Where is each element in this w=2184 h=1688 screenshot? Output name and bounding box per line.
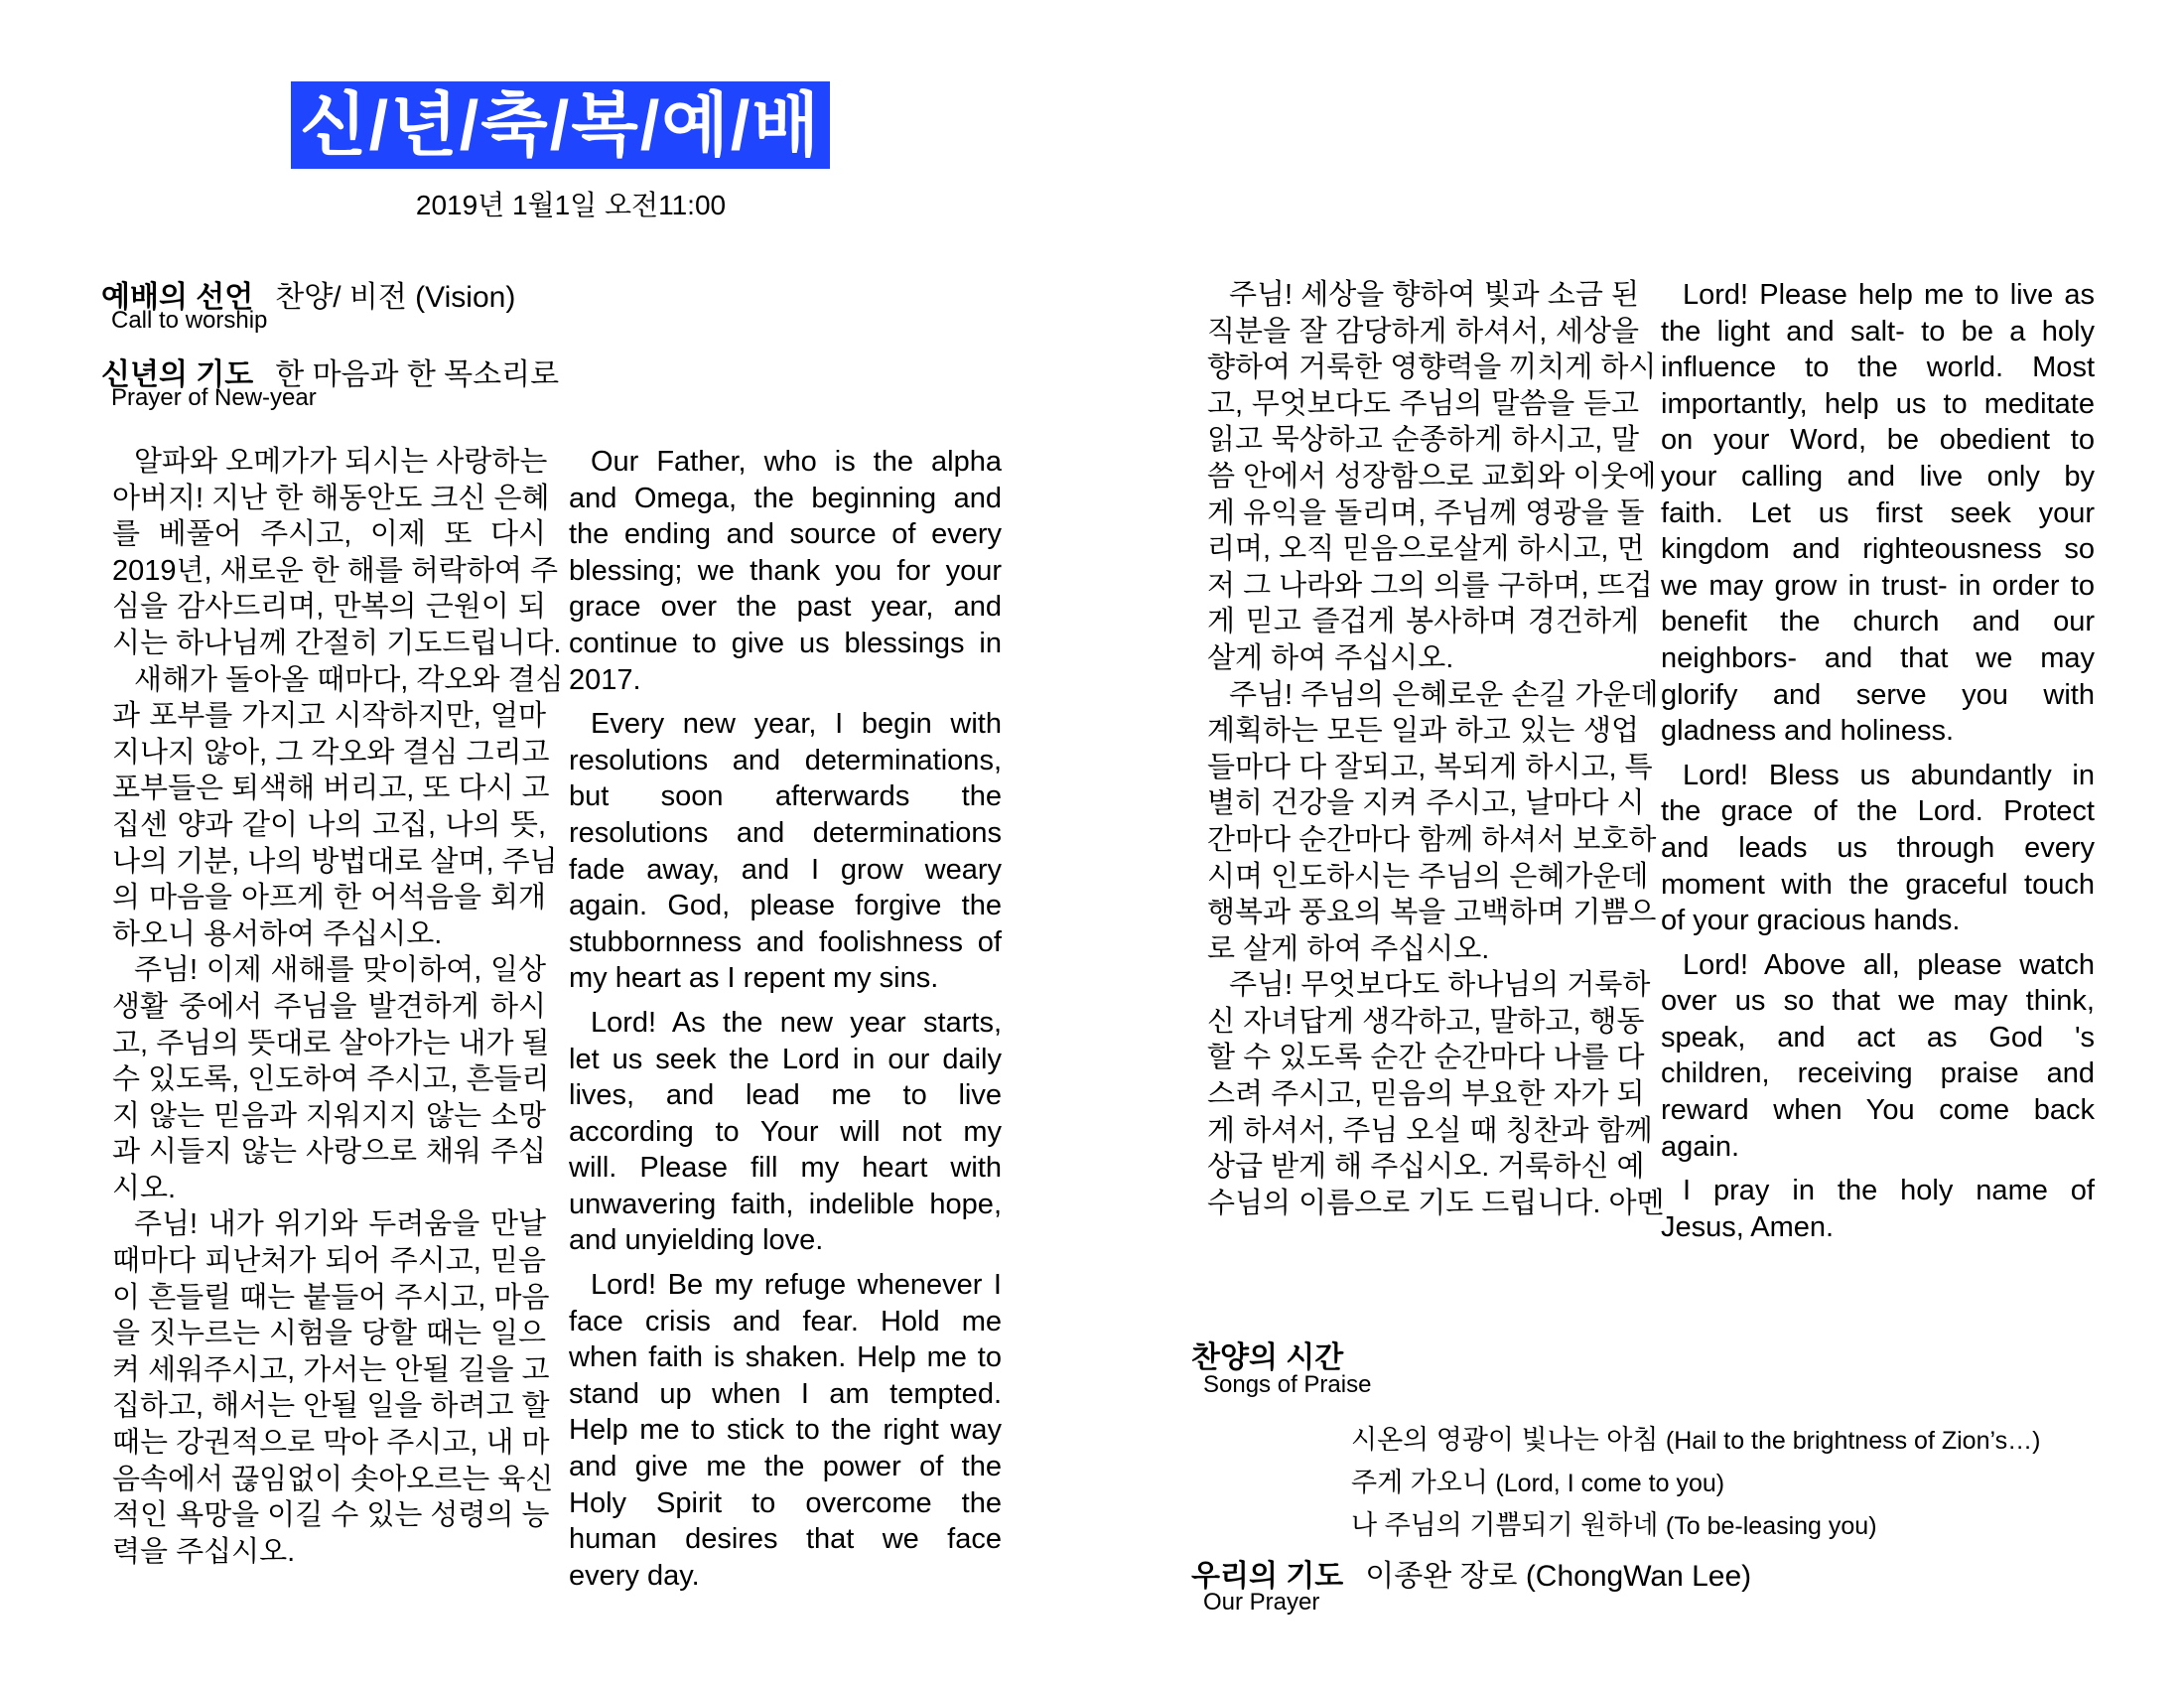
text-line: again. [1661,1130,1740,1163]
text-line: 음속에서 끊임없이 솟아오르는 육신 [112,1463,554,1495]
text-line: moment with the graceful touch [1661,868,2095,901]
prayer-paragraph [569,706,1002,997]
text-line: 알파와 오메가가 되시는 사랑하는 [134,446,548,478]
text-line: 2017. [569,663,641,696]
text-line: 별히 건강을 지켜 주시고, 날마다 시 [1207,787,1645,820]
song-item [1351,1461,1724,1499]
text-line: 시며 인도하시는 주님의 은혜가운데 [1207,860,1649,893]
text-line: importantly, help us to meditate [1661,387,2095,420]
song-item [1351,1503,1877,1542]
prayer-paragraph [569,444,1002,698]
praise-heading: 찬양의 시간 [1191,1341,1344,1374]
text-line: resolutions and determinations, [569,744,1002,776]
text-line: 과 포부를 가지고 시작하지만, 얼마 [112,700,546,733]
text-line: 집센 양과 같이 나의 고집, 나의 뜻, [112,808,546,841]
text-line: unwavering faith, indelible hope, [569,1188,1002,1220]
korean-prayer-column-1 [112,444,564,1570]
text-line: and Omega, the beginning and [569,482,1002,514]
text-line: 력을 주십시오. [112,1535,296,1568]
text-line: 행복과 풍요의 복을 고백하며 기쁨으 [1207,897,1657,929]
song-title-ko: 나 주님의 기쁨되기 원하네 [1351,1510,1659,1540]
text-line: 계획하는 모든 일과 하고 있는 생업 [1207,715,1639,748]
text-line: Jesus, Amen. [1661,1210,1835,1243]
text-line: and leads us through every [1661,831,2095,864]
text-line: 게 믿고 즐겁게 봉사하며 경건하게 [1207,606,1639,638]
prayer-paragraph [112,1206,554,1570]
text-line: 신 자녀답게 생각하고, 말하고, 행동 [1207,1005,1645,1038]
page-title: 신/년/축/복/예/배 [291,81,830,169]
text-line: Our Father, who is the alpha [591,446,1002,478]
prayer-english: Prayer of New-year [111,384,317,411]
call-subtitle: 찬양/ 비전 (Vision) [275,281,516,314]
prayer-paragraph [112,952,550,1206]
text-line: 상급 받게 해 주십시오. 거룩하신 예 [1207,1151,1645,1184]
text-line: 향하여 거룩한 영향력을 끼치게 하시 [1207,352,1657,384]
text-line: the light and salt- to be a holy [1661,315,2095,348]
text-line: 시오. [112,1172,177,1204]
text-line: gladness and holiness. [1661,715,1955,748]
text-line: I pray in the holy name of [1683,1175,2095,1207]
text-line: your calling and live only by [1661,460,2095,492]
text-line: Lord! Please help me to live as [1683,279,2095,311]
text-line: continue to give us blessings in [569,627,1002,659]
text-line: 읽고 묵상하고 순종하게 하시고, 말 [1207,424,1639,457]
text-line: 게 하셔서, 주님 오실 때 칭찬과 함께 [1207,1114,1653,1147]
our-prayer-title: 우리의 기도 [1191,1560,1344,1593]
text-line: and give me the power of the [569,1451,1002,1483]
text-line: 간마다 순간마다 함께 하셔서 보호하 [1207,823,1657,856]
text-line: 고, 무엇보다도 주님의 말씀을 듣고 [1207,387,1639,420]
text-line: 적인 욕망을 이길 수 있는 성령의 능 [112,1499,550,1532]
text-line: but soon afterwards the [569,780,1002,813]
text-line: 심을 감사드리며, 만복의 근원이 되 [112,591,546,624]
text-line: 지나지 않아, 그 각오와 결심 그리고 [112,736,550,769]
text-line: over us so that we may think, [1661,985,2095,1018]
text-line: 주님! 이제 새해를 맞이하여, 일상 [134,954,546,987]
text-line: 나의 기분, 나의 방법대로 살며, 주님 [112,845,558,878]
prayer-paragraph [1661,947,2095,1166]
text-line: according to Your will not my [569,1115,1002,1148]
text-line: kingdom and righteousness so [1661,533,2095,566]
song-title-ko: 시온의 영광이 빛나는 아침 [1351,1425,1659,1455]
text-line: 직분을 잘 감당하게 하셔서, 세상을 [1207,315,1639,348]
text-line: on your Word, be obedient to [1661,424,2095,457]
text-line: every day. [569,1559,700,1592]
prayer-paragraph [1661,277,2095,750]
text-line: benefit the church and our [1661,606,2095,638]
text-line: fade away, and I grow weary [569,853,1002,886]
text-line: 게 유익을 돌리며, 주님께 영광을 돌 [1207,496,1645,529]
text-line: 때마다 피난처가 되어 주시고, 믿음 [112,1245,546,1278]
text-line: when faith is shaken. Help me to [569,1341,1002,1374]
text-line: 을 짓누르는 시험을 당할 때는 일으 [112,1318,546,1350]
text-line: 씀 안에서 성장함으로 교회와 이웃에 [1207,460,1657,492]
prayer-subtitle: 한 마음과 한 목소리로 [275,358,560,391]
prayer-paragraph [112,444,562,662]
text-line: 저 그 나라와 그의 의를 구하며, 뜨겁 [1207,569,1653,602]
text-line: again. God, please forgive the [569,890,1002,922]
prayer-paragraph [569,1267,1002,1594]
english-prayer-column-2 [1661,277,2095,1253]
text-line: 고, 주님의 뜻대로 살아가는 내가 될 [112,1027,550,1059]
text-line: 로 살게 하여 주십시오. [1207,932,1490,965]
text-line: will. Please fill my heart with [569,1152,1002,1185]
prayer-paragraph [112,662,564,953]
praise-english: Songs of Praise [1203,1371,1372,1398]
song-title-en: (Hail to the brightness of Zion’s…) [1665,1427,2041,1455]
text-line: 집하고, 해서는 안될 일을 하려고 할 [112,1390,550,1423]
text-line: neighbors- and that we may [1661,641,2095,674]
text-line: stubbornness and foolishness of [569,925,1002,958]
text-line: grace over the past year, and [569,591,1002,624]
text-line: 스려 주시고, 믿음의 부요한 자가 되 [1207,1078,1645,1111]
text-line: Lord! Above all, please watch [1683,948,2095,981]
call-title: 예배의 선언 [101,281,254,314]
prayer-title: 신년의 기도 [101,358,254,391]
text-line: speak, and act as God 's [1661,1021,2095,1054]
text-line: 들마다 다 잘되고, 복되게 하시고, 특 [1207,751,1653,783]
text-line: 리며, 오직 믿음으로살게 하시고, 먼 [1207,533,1645,566]
text-line: 하오니 용서하여 주십시오. [112,917,443,950]
text-line: 수님의 이름으로 기도 드립니다. 아멘 [1207,1187,1665,1219]
text-line: 시는 하나님께 간절히 기도드립니다. [112,627,562,659]
text-line: face crisis and fear. Hold me [569,1305,1002,1337]
text-line: blessing; we thank you for your [569,554,1002,587]
text-line: 주님! 세상을 향하여 빛과 소금 된 [1229,279,1639,311]
text-line: 아버지! 지난 한 해동안도 크신 은혜 [112,482,550,514]
text-line: 주님! 내가 위기와 두려움을 만날 [134,1208,546,1241]
text-line: my heart as I repent my sins. [569,962,939,995]
prayer-paragraph [1207,967,1665,1221]
prayer-paragraph [1661,1173,2095,1245]
text-line: the ending and source of every [569,518,1002,551]
text-line: 이 흔들릴 때는 붙들어 주시고, 마음 [112,1281,550,1314]
service-date: 2019년 1월1일 오전11:00 [415,190,727,220]
text-line: 주님! 무엇보다도 하나님의 거룩하 [1229,969,1651,1002]
text-line: 살게 하여 주십시오. [1207,641,1454,674]
text-line: Help me to stick to the right way [569,1414,1002,1447]
song-title-en: (To be-leasing you) [1665,1512,1877,1540]
text-line: children, receiving praise and [1661,1057,2095,1090]
text-line: 주님! 주님의 은혜로운 손길 가운데 [1229,678,1659,711]
prayer-paragraph [1207,677,1659,968]
text-line: Every new year, I begin with [591,708,1002,741]
text-line: 과 시들지 않는 사랑으로 채워 주십 [112,1136,546,1169]
text-line: 때는 강권적으로 막아 주시고, 내 마 [112,1427,550,1460]
text-line: 의 마음을 아프게 한 어석음을 회개 [112,882,546,914]
call-english: Call to worship [111,307,268,334]
text-line: the grace of the Lord. Protect [1661,795,2095,828]
text-line: Holy Spirit to overcome the [569,1486,1002,1519]
our-prayer-english: Our Prayer [1203,1589,1320,1616]
prayer-paragraph [569,1005,1002,1259]
text-line: and unyielding love. [569,1224,824,1257]
text-line: glorify and serve you with [1661,678,2095,711]
song-item [1351,1418,2040,1457]
text-line: 켜 세워주시고, 가서는 안될 길을 고 [112,1353,550,1386]
text-line: Lord! As the new year starts, [591,1006,1002,1039]
text-line: of your gracious hands. [1661,905,1961,937]
english-prayer-column-1 [569,444,1002,1602]
text-line: let us seek the Lord in our daily [569,1043,1002,1075]
our-prayer-leader: 이종완 장로 (ChongWan Lee) [1365,1560,1752,1593]
text-line: 를 베풀어 주시고, 이제 또 다시 [112,518,546,551]
text-line: influence to the world. Most [1661,352,2095,384]
prayer-paragraph [1661,758,2095,939]
text-line: Lord! Bless us abundantly in [1683,759,2095,791]
korean-prayer-column-2 [1207,277,1665,1221]
text-line: Lord! Be my refuge whenever I [591,1269,1002,1302]
text-line: 포부들은 퇴색해 버리고, 또 다시 고 [112,773,550,805]
text-line: 새해가 돌아올 때마다, 각오와 결심 [134,663,564,696]
text-line: resolutions and determinations [569,816,1002,849]
text-line: human desires that we face [569,1523,1002,1556]
song-title-ko: 주게 가오니 [1351,1468,1488,1497]
text-line: stand up when I am tempted. [569,1377,1002,1410]
text-line: 2019년, 새로운 한 해를 허락하여 주 [112,554,559,587]
text-line: 수 있도록, 인도하여 주시고, 흔들리 [112,1063,550,1096]
text-line: lives, and lead me to live [569,1079,1002,1112]
text-line: 생활 중에서 주님을 발견하게 하시 [112,990,546,1023]
text-line: faith. Let us first seek your [1661,496,2095,529]
text-line: we may grow in trust- in order to [1661,569,2095,602]
text-line: 지 않는 믿음과 지워지지 않는 소망 [112,1099,546,1132]
text-line: reward when You come back [1661,1094,2095,1127]
song-title-en: (Lord, I come to you) [1495,1470,1725,1497]
text-line: 할 수 있도록 순간 순간마다 나를 다 [1207,1042,1645,1074]
prayer-paragraph [1207,277,1657,677]
